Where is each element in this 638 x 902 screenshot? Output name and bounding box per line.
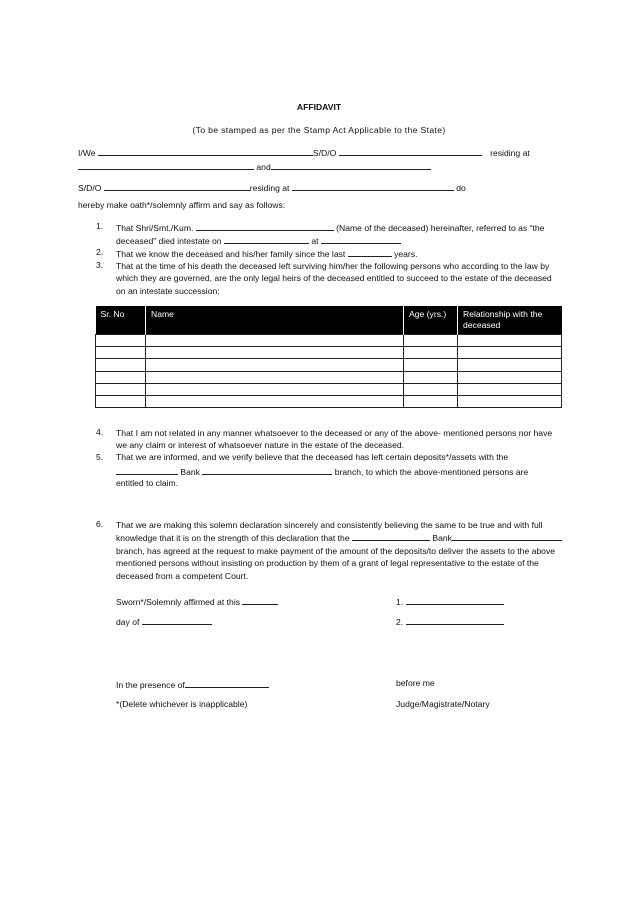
item-6-text-a: That we are making this solemn declaration sincerely and consistently believing the same to be true and with full knowledge that it is on the strength of this declaration that the — [116, 520, 543, 544]
death-place-blank[interactable] — [321, 234, 401, 244]
item-5-text-c: branch, to which the above-mentioned persons are — [334, 467, 529, 477]
address-blank-2[interactable] — [292, 181, 454, 191]
document-subtitle: (To be stamped as per the Stamp Act Applicable to the State) — [192, 125, 446, 135]
cell-relationship[interactable] — [458, 383, 562, 395]
presence-line — [116, 678, 269, 690]
item-6-number: 6. — [96, 519, 104, 529]
item-2-number: 2. — [96, 247, 104, 257]
item-6-bank-blank[interactable] — [352, 531, 430, 541]
cell-relationship[interactable] — [458, 359, 562, 371]
address-blank[interactable] — [78, 160, 254, 170]
cell-sr-no[interactable] — [96, 359, 146, 371]
sworn-place-blank[interactable] — [242, 595, 278, 605]
item-6-text — [116, 519, 562, 582]
cell-sr-no[interactable] — [96, 371, 146, 383]
delete-note: *(Delete whichever is inapplicable) — [116, 699, 248, 709]
oath-statement: hereby make oath*/solemnly affirm and say as follows: — [78, 200, 286, 210]
signature-2 — [396, 615, 504, 627]
cell-name[interactable] — [146, 359, 404, 371]
cell-sr-no[interactable] — [96, 347, 146, 359]
cell-age[interactable] — [404, 371, 458, 383]
item-5-line-1: That we are informed, and we verify believe that the deceased has left certain deposits*/assets with the — [116, 452, 509, 462]
sdo-label-2: S/D/O — [78, 183, 102, 193]
signature-1-blank[interactable] — [406, 595, 504, 605]
cell-age[interactable] — [404, 335, 458, 347]
item-5-line-2 — [116, 465, 528, 477]
cell-age[interactable] — [404, 395, 458, 407]
cell-age[interactable] — [404, 383, 458, 395]
item-1-text-b: (Name of the deceased) hereinafter, referred to as “the — [336, 223, 545, 233]
parent-name-blank-2[interactable] — [104, 181, 250, 191]
cell-relationship[interactable] — [458, 395, 562, 407]
header-name: Name — [146, 306, 404, 335]
item-5-number: 5. — [96, 452, 104, 462]
table-row — [96, 395, 562, 407]
deceased-name-blank[interactable] — [196, 221, 334, 231]
bank-name-blank[interactable] — [116, 465, 178, 475]
item-3-text: That at the time of his death the deceased left surviving him/her the following persons who according to the law by which they are governed, are the only legal heirs of the deceased entitled to succeed to the estate of the deceased on an intestate succession: — [116, 261, 552, 296]
second-declarant-blank[interactable] — [271, 160, 431, 170]
table-row — [96, 383, 562, 395]
cell-relationship[interactable] — [458, 335, 562, 347]
item-1-text-d: at — [311, 236, 319, 246]
years-known-blank[interactable] — [348, 247, 392, 257]
cell-age[interactable] — [404, 359, 458, 371]
parent-name-blank[interactable] — [339, 146, 482, 156]
day-blank[interactable] — [142, 615, 212, 625]
cell-name[interactable] — [146, 383, 404, 395]
cell-age[interactable] — [404, 347, 458, 359]
iwe-label: I/We — [78, 148, 96, 158]
item-6-text-c: branch, has agreed at the request to make payment of the amount of the deposits/to deliver the assets to the above mentioned persons without insisting on production by them of a grant of legal representative to the estate of the deceased from a competent Court. — [116, 545, 556, 581]
before-me-label: before me — [396, 678, 435, 688]
table-row — [96, 359, 562, 371]
legal-heirs-table — [95, 306, 562, 408]
item-1-line-1 — [116, 221, 544, 233]
table-header-row — [96, 306, 562, 335]
signature-2-number: 2. — [396, 617, 404, 627]
item-2-text-b: years. — [394, 249, 418, 259]
signature-2-blank[interactable] — [406, 615, 504, 625]
item-1-line-2 — [116, 234, 401, 246]
item-3-number: 3. — [96, 260, 104, 270]
item-5-bank-label: Bank — [180, 467, 200, 477]
item-5-line-3: entitled to claim. — [116, 478, 179, 488]
cell-name[interactable] — [146, 335, 404, 347]
cell-sr-no[interactable] — [96, 383, 146, 395]
signature-1 — [396, 595, 504, 607]
item-4-text: That I am not related in any manner whatsoever to the deceased or any of the above- mentioned persons nor have we any claim or interest of whatsoever nature in the estate of the deceased. — [116, 428, 553, 451]
item-1-text-c: deceased” died intestate on — [116, 236, 222, 246]
table-row — [96, 347, 562, 359]
residing-at-label-2: residing at — [249, 183, 290, 193]
and-label: and — [256, 162, 271, 172]
cell-name[interactable] — [146, 395, 404, 407]
cell-relationship[interactable] — [458, 347, 562, 359]
item-1-text-a: That Shri/Smt./Kum. — [116, 223, 194, 233]
day-line — [116, 615, 212, 627]
sdo-label: S/D/O — [312, 148, 337, 158]
residing-at-label: residing at — [490, 148, 530, 158]
item-2-line — [116, 247, 417, 259]
table-row — [96, 335, 562, 347]
item-6-bank-label: Bank — [432, 533, 452, 544]
header-relationship: Relationship with the deceased — [458, 306, 562, 335]
cell-sr-no[interactable] — [96, 335, 146, 347]
item-1-number: 1. — [96, 221, 104, 231]
item-6-branch-blank[interactable] — [452, 531, 562, 541]
table-row — [96, 371, 562, 383]
declarant-line-2 — [78, 160, 431, 172]
declarant-line-1 — [78, 146, 530, 158]
header-sr-no: Sr. No — [96, 306, 146, 335]
branch-name-blank[interactable] — [202, 465, 332, 475]
item-4-number: 4. — [96, 427, 104, 437]
header-age: Age (yrs.) — [404, 306, 458, 335]
signature-1-number: 1. — [396, 597, 404, 607]
cell-relationship[interactable] — [458, 371, 562, 383]
day-of-label: day of — [116, 617, 140, 627]
sworn-line — [116, 595, 278, 607]
officer-label: Judge/Magistrate/Notary — [396, 699, 490, 709]
declarant-name-blank[interactable] — [98, 146, 313, 156]
presence-blank[interactable] — [185, 678, 269, 688]
item-2-text-a: That we know the deceased and his/her family since the last — [116, 249, 346, 259]
document-title: AFFIDAVIT — [296, 102, 342, 112]
do-label: do — [456, 183, 466, 193]
cell-name[interactable] — [146, 347, 404, 359]
sworn-label: Sworn*/Solemnly affirmed at this — [116, 597, 241, 607]
declarant-line-3 — [78, 181, 466, 193]
cell-name[interactable] — [146, 371, 404, 383]
cell-sr-no[interactable] — [96, 395, 146, 407]
presence-label: In the presence of — [116, 680, 185, 690]
death-date-blank[interactable] — [224, 234, 309, 244]
